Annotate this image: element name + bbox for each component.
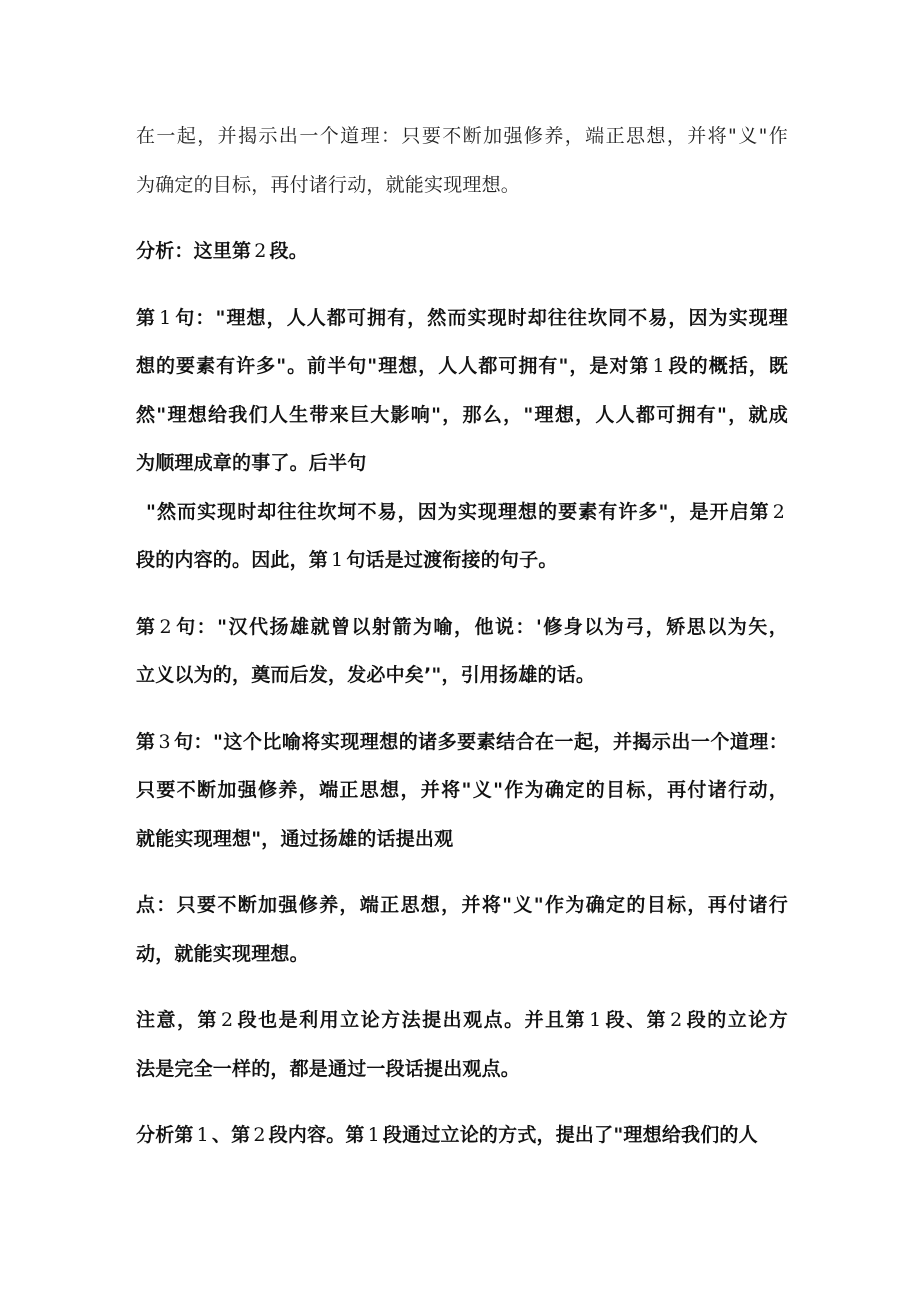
numeral: 2 [159,615,172,638]
numeral: 1 [196,1124,209,1146]
paragraph-line: 就能实现理想"，通过扬雄的话提出观 [136,827,454,850]
numeral: 2 [670,1009,683,1031]
paragraph-line: 第 2 句："汉代扬雄就曾以射箭为喻，他说：'修身以为弓，矫思以为矢， [136,615,788,638]
paragraph-line: 想的要素有许多"。前半句"理想，人人都可拥有"，是对第 1 段的概括，既 [136,355,788,377]
numeral: 1 [367,1124,380,1146]
paragraph-line: "然而实现时却往往坎坷不易，因为实现理想的要素有许多"，是开启第 2 [136,488,788,537]
paragraph-line: 第 1 句："理想，人人都可拥有，然而实现时却往往坎同不易，因为实现理 [136,306,788,329]
paragraph [136,996,788,1093]
paragraph-line: 点：只要不断加强修养，端正思想，并将"义"作为确定的目标，再付诸行 [136,894,788,916]
paragraph-line: 在一起，并揭示出一个道理：只要不断加强修养，端正思想，并将"义"作 [136,125,788,147]
paragraph [136,603,788,700]
paragraph [136,227,788,276]
paragraph-line: 第 3 句："这个比喻将实现理想的诸多要素结合在一起，并揭示出一个道理： [136,730,788,753]
numeral: 1 [159,306,172,329]
numeral: 2 [254,240,267,262]
paragraph-line: 为确定的目标，再付诸行动，就能实现理想。 [136,173,521,196]
numeral: 2 [772,500,785,523]
paragraph-line: 分析：这里第 2 段。 [136,240,308,262]
document-body [136,112,788,1178]
paragraph-line: 只要不断加强修养，端正思想，并将"义"作为确定的目标，再付诸行动， [136,779,788,801]
numeral: 1 [652,355,665,377]
paragraph [136,488,788,585]
paragraph [136,718,788,864]
numeral: 1 [331,549,344,571]
paragraph-line: 立义以为的，奠而后发，发必中矣’"，引用扬雄的话。 [136,664,596,686]
paragraph [136,294,788,488]
paragraph-line: 分析第 1 、第 2 段内容。第 1 段通过立论的方式，提出了"理想给我们的人 [136,1124,758,1146]
numeral: 3 [158,730,171,753]
numeral: 2 [253,1124,266,1146]
paragraph-line: 然"理想给我们人生带来巨大影响"，那么，"理想，人人都可拥有"，就成 [136,403,788,426]
paragraph-line: 段的内容的。因此，第 1 句话是过渡衔接的句子。 [136,549,558,571]
paragraph [136,112,788,209]
paragraph-line: 法是完全一样的，都是通过一段话提出观点。 [136,1057,521,1080]
paragraph-line: 为顺理成章的事了。后半句 [136,452,367,474]
paragraph [136,1111,788,1160]
paragraph-line: 注意，第 2 段也是利用立论方法提出观点。并且第 1 段、第 2 段的立论方 [136,1009,788,1031]
numeral: 1 [589,1009,602,1031]
paragraph [136,881,788,978]
numeral: 2 [221,1009,234,1031]
paragraph-line: 动，就能实现理想。 [136,942,309,965]
